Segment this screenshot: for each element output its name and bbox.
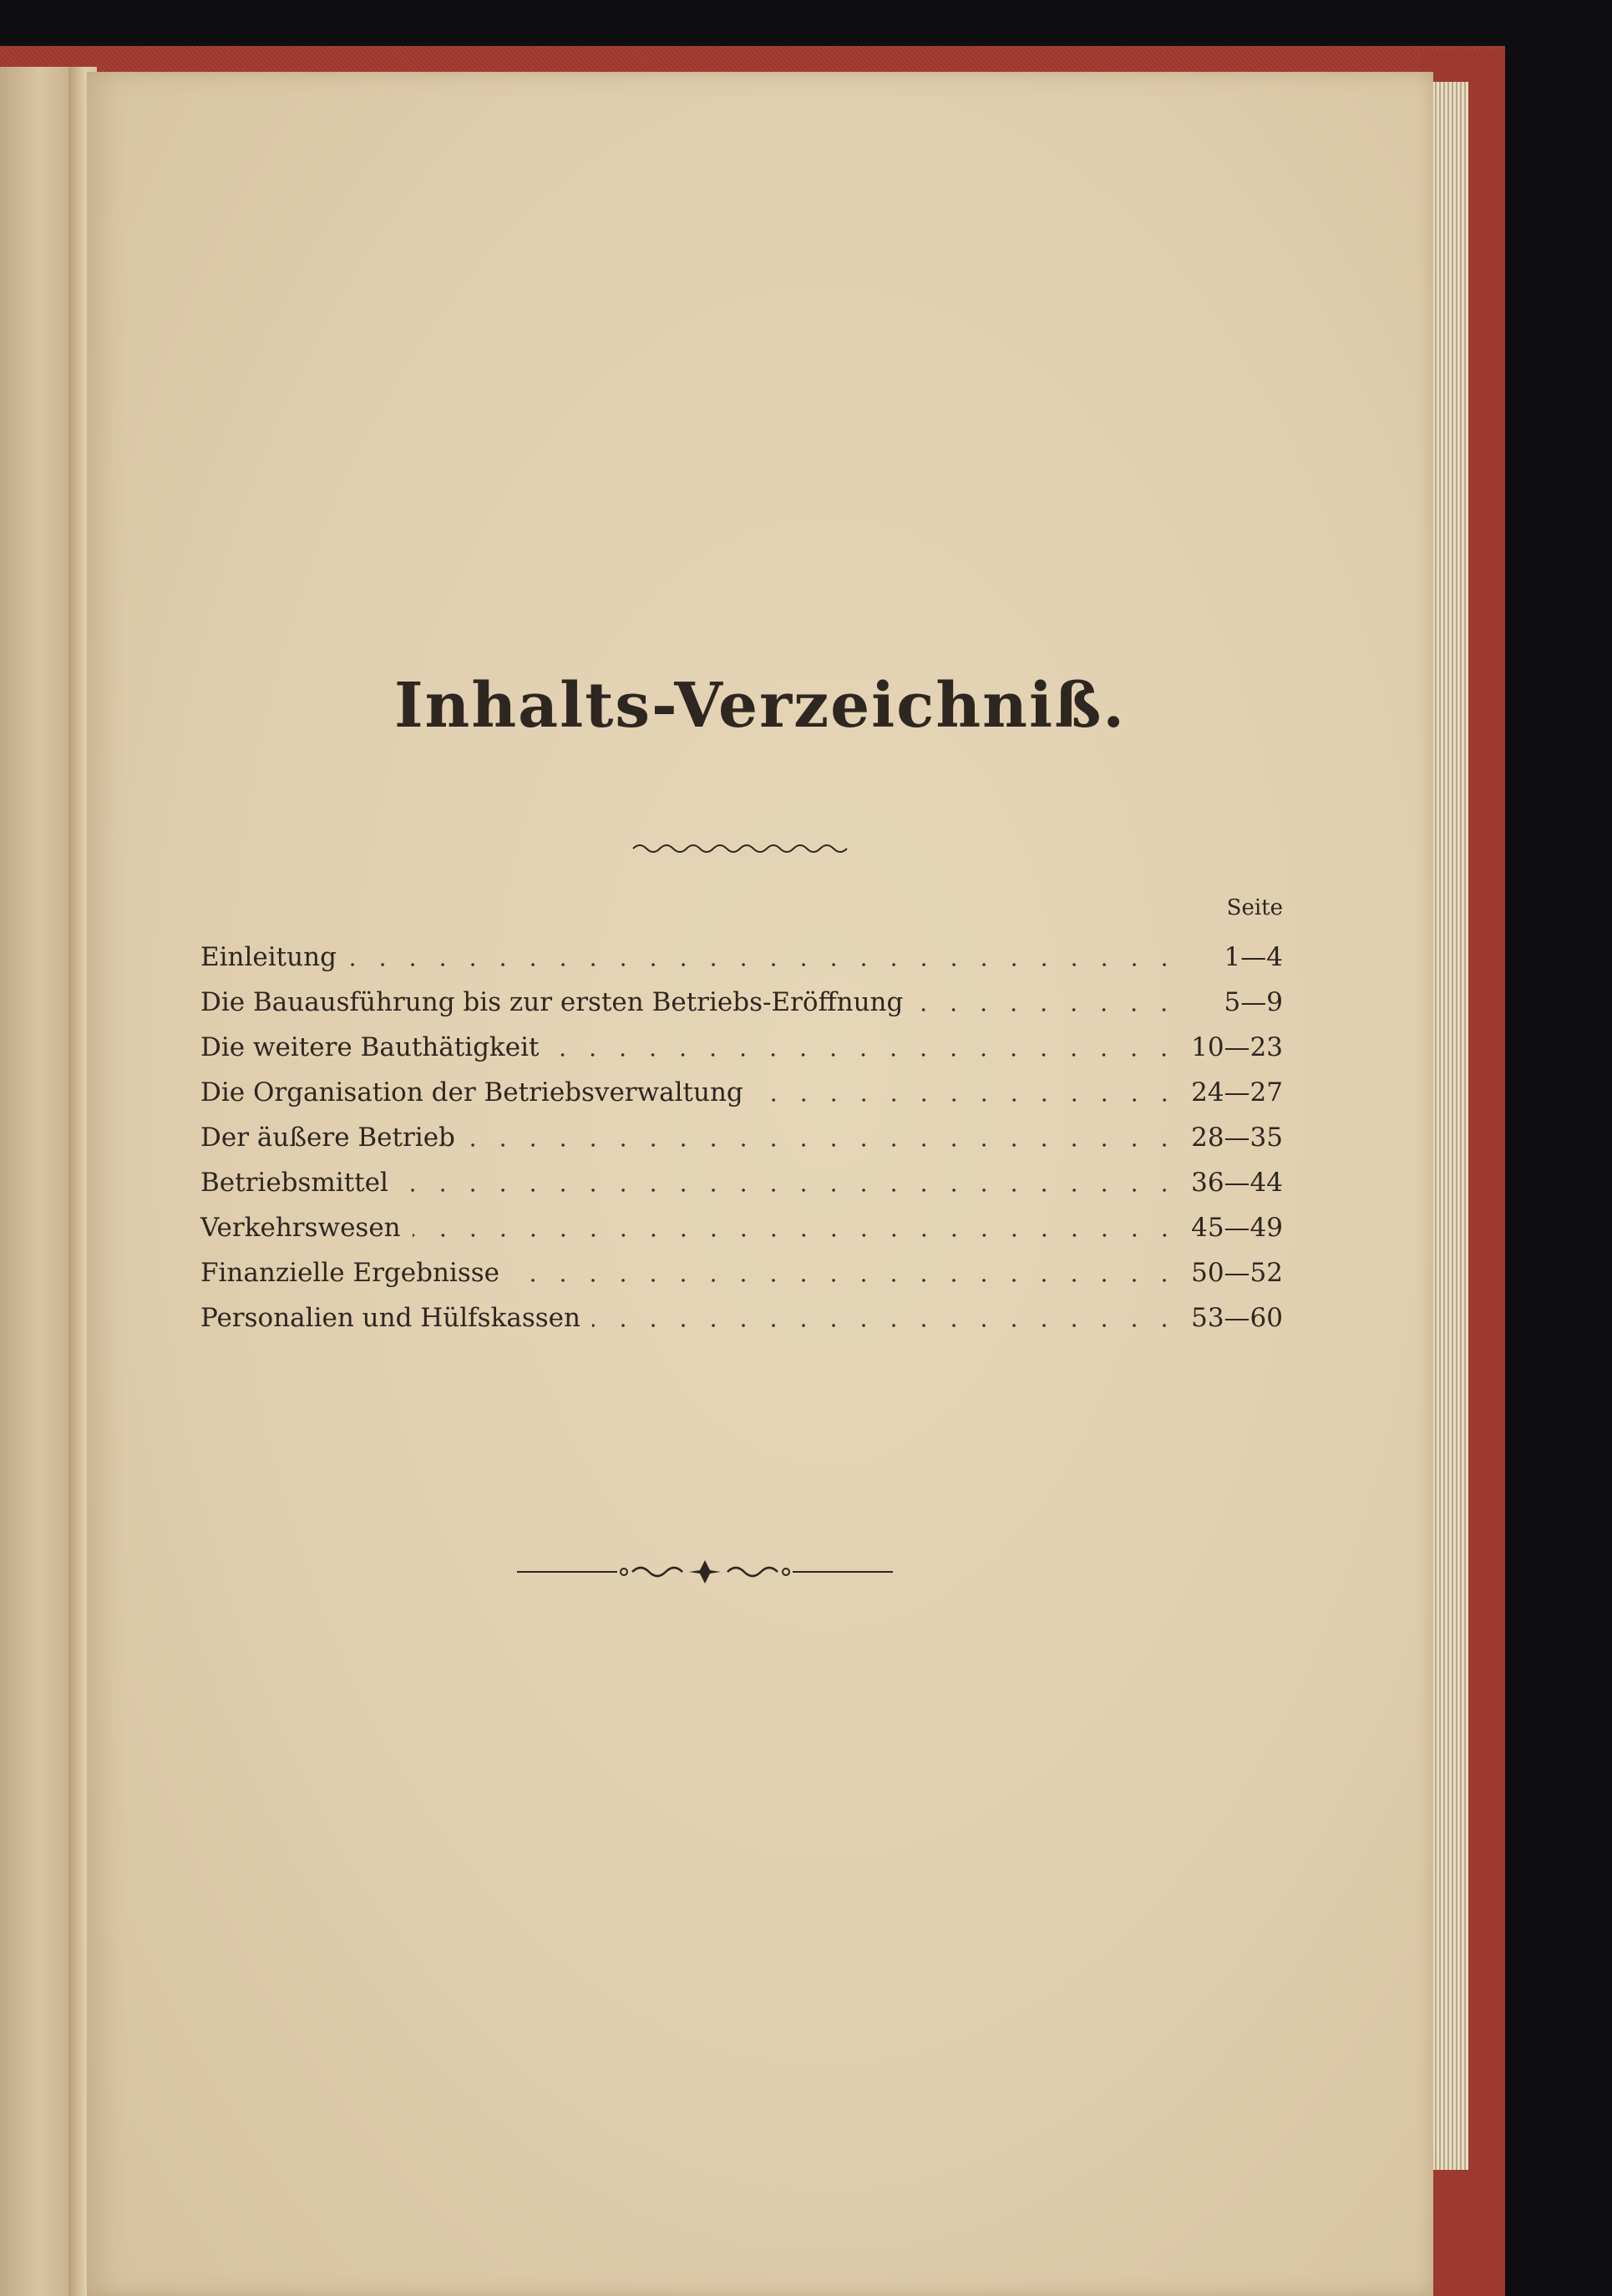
toc-row [200,1243,1283,1288]
toc-entry-pages: 53—60 [1191,1303,1283,1333]
dot-leader [413,1234,1179,1237]
toc-entry-pages: 36—44 [1191,1168,1283,1198]
toc-entry-pages: 10—23 [1191,1032,1283,1062]
toc-row [200,1062,1283,1107]
dot-leader [915,1008,1179,1011]
toc-entry-pages: 45—49 [1191,1213,1283,1243]
page-title: Inhalts-Verzeichniß. [393,670,1127,742]
page-column-header: Seite [1226,895,1283,920]
toc-row [200,1198,1283,1243]
dot-leader [400,1189,1179,1192]
right-page [87,72,1433,2296]
toc-entry-label: Personalien und Hülfskassen [200,1303,580,1333]
toc-row [200,1017,1283,1062]
dot-leader [550,1053,1179,1057]
toc-row [200,927,1283,972]
toc-row [200,972,1283,1017]
dot-leader [511,1279,1179,1282]
toc-entry-label: Die Organisation der Betriebsverwaltung [200,1077,743,1107]
toc-entry-label: Finanzielle Ergebnisse [200,1258,499,1288]
toc-entry-label: Verkehrswesen [200,1213,401,1243]
table-of-contents [200,927,1283,1333]
dot-leader [592,1324,1179,1327]
toc-row [200,1153,1283,1198]
toc-entry-label: Die Bauausführung bis zur ersten Betriebs-Eröffnung [200,987,904,1017]
dot-leader [467,1143,1179,1147]
dot-leader [755,1098,1179,1102]
toc-entry-pages: 28—35 [1191,1123,1283,1153]
toc-entry-label: Der äußere Betrieb [200,1123,455,1153]
toc-entry-pages: 24—27 [1191,1077,1283,1107]
toc-row [200,1107,1283,1153]
toc-row [200,1288,1283,1333]
wavy-rule-icon [630,840,855,857]
toc-entry-pages: 5—9 [1224,987,1283,1017]
toc-entry-pages: 1—4 [1224,942,1283,972]
toc-entry-label: Einleitung [200,942,337,972]
toc-entry-label: Die weitere Bauthätigkeit [200,1032,540,1062]
ornament-divider-icon [517,1555,893,1589]
left-page [0,67,74,2296]
toc-entry-label: Betriebsmittel [200,1168,388,1198]
toc-entry-pages: 50—52 [1191,1258,1283,1288]
dot-leader [348,963,1179,966]
